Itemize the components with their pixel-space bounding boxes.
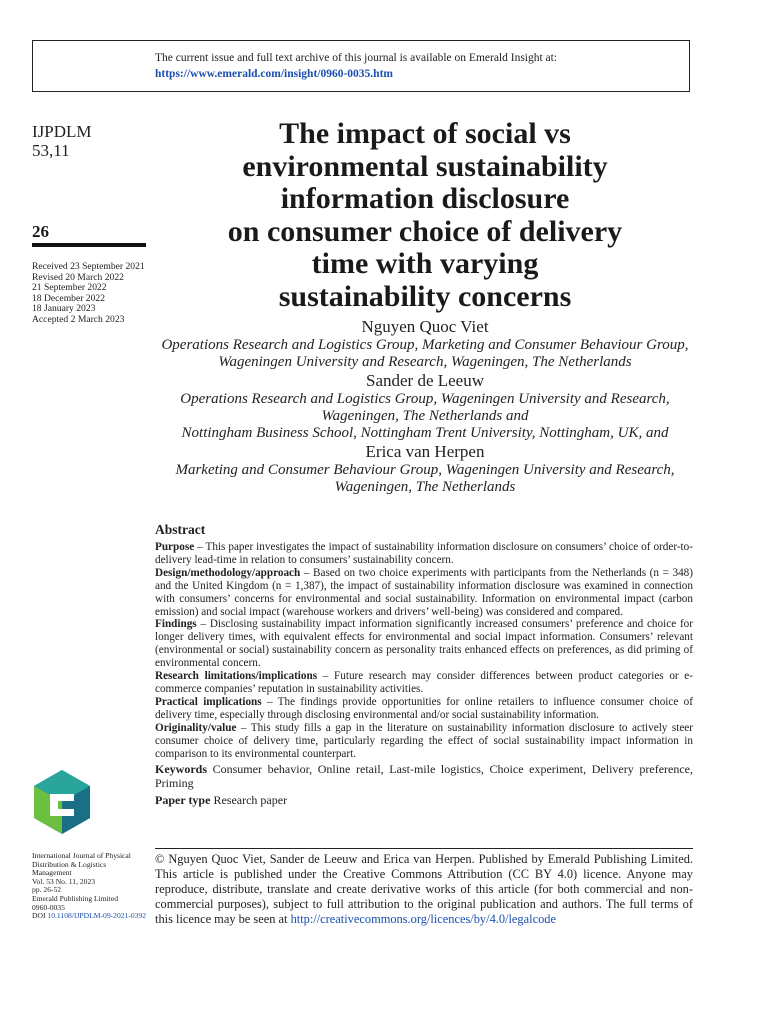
section-label: Practical implications — [155, 695, 262, 708]
history-line: Revised 20 March 2022 — [32, 271, 124, 283]
license-divider — [155, 848, 693, 849]
keywords — [155, 762, 693, 790]
section-text: – The findings provide opportunities for online retailers to influence consumer choice of delivery time, especially through disclosing environmental and/or social sustainability information. — [155, 695, 693, 721]
section-label: Originality/value — [155, 721, 237, 734]
journal-info — [32, 122, 92, 160]
author-affiliation: Wageningen, The Netherlands and — [321, 408, 529, 424]
abstract — [155, 522, 693, 807]
emerald-logo-icon — [32, 768, 92, 836]
section-text: – Based on two choice experiments with participants from the Netherlands (n = 348) and the United Kingdom (n = 1,387), the impact of sustainability information disclosure was examined in connection with consumers’ concerns for environmental and social sustainability. Information on environmental impact (carbon emission) and social impact (warehouse workers and drivers’ well-being) was considered and compared. — [155, 566, 693, 618]
history-line: Accepted 2 March 2023 — [32, 313, 125, 325]
author-affiliation: Nottingham Business School, Nottingham Trent University, Nottingham, UK, and — [181, 425, 669, 441]
section-text: – This paper investigates the impact of sustainability information disclosure on consumers’ choice of order-to-delivery lead-time in relation to consumers’ sustainability concern. — [155, 541, 693, 566]
paper-type — [155, 793, 693, 807]
author-name: Erica van Herpen — [365, 442, 485, 461]
title-line: time with varying — [311, 247, 539, 280]
doi-label: DOI — [32, 911, 48, 921]
section-text: – Disclosing sustainability impact information significantly increased consumers’ preference and choice for longer delivery times, with equivalent effects for environmental and social impact information. Consumers’ relevant (environmental or social) sustainability concern as personality traits enhanced effects on preferences, as did priming of environmental concern. — [155, 618, 693, 670]
section-label: Findings — [155, 618, 197, 631]
article-title — [155, 118, 695, 313]
section-text: – Future research may consider differences between product categories or e-commerce companies’ reputation in sustainability activities. — [155, 670, 693, 695]
abstract-section — [155, 541, 693, 567]
history-line: 18 January 2023 — [32, 303, 96, 315]
page-number: 26 — [32, 222, 49, 241]
title-line: environmental sustainability — [242, 149, 608, 183]
abstract-section — [155, 567, 693, 619]
author-affiliation: Operations Research and Logistics Group, Marketing and Consumer Behaviour Group, — [161, 337, 689, 353]
pub-detail-line: Distribution & Logistics — [32, 859, 107, 869]
title-line: The impact of social vs — [279, 117, 571, 150]
journal-abbrev: IJPDLM — [32, 122, 92, 141]
abstract-section — [155, 696, 693, 722]
keywords-text: Consumer behavior, Online retail, Last-mile logistics, Choice experiment, Delivery preference, Priming — [155, 762, 693, 791]
author-name: Sander de Leeuw — [365, 371, 484, 390]
keywords-label: Keywords — [155, 762, 207, 777]
license-url-link[interactable]: http://creativecommons.org/licences/by/4.0/legalcode — [290, 912, 556, 926]
license-notice — [155, 852, 693, 927]
pub-detail-line: Vol. 53 No. 11, 2023 — [32, 876, 96, 886]
license-text: © Nguyen Quoc Viet, Sander de Leeuw and Erica van Herpen. Published by Emerald Publishing Limited. This article is published under the Creative Commons Attribution (CC BY 4.0) licence. Anyone may reproduce, distribute, translate and create derivative works of this article (for both commercial and non-commercial purposes), subject to full attribution to the original publication and authors. The full terms of this licence may be seen at — [155, 852, 693, 926]
title-line: sustainability concerns — [278, 279, 572, 313]
pub-detail-line: pp. 26-52 — [32, 885, 62, 895]
publication-details — [32, 852, 150, 921]
history-line: 18 December 2022 — [32, 292, 105, 304]
doi-link[interactable]: 10.1108/IJPDLM-09-2021-0392 — [47, 911, 147, 921]
section-label: Research limitations/implications — [155, 670, 318, 683]
author-affiliation: Operations Research and Logistics Group, Wageningen University and Research, — [180, 391, 670, 407]
pub-detail-line: 0960-0035 — [32, 902, 65, 912]
author-block — [155, 317, 695, 496]
section-label: Design/methodology/approach — [155, 566, 301, 579]
archive-notice: The current issue and full text archive of this journal is available on Emerald Insight at: — [155, 52, 558, 64]
doi-line — [32, 912, 150, 921]
journal-volume-issue: 53,11 — [32, 141, 70, 160]
history-line: 21 September 2022 — [32, 282, 107, 294]
author-affiliation: Wageningen, The Netherlands — [334, 479, 516, 495]
paper-type-label: Paper type — [155, 793, 211, 808]
section-text: – This study fills a gap in the literature on sustainability information disclosure to actively steer consumer choice of delivery time, particularly regarding the effect of social sustainability impact information in comparison to its environmental counterpart. — [155, 721, 693, 760]
pub-detail-line: International Journal of Physical — [32, 851, 131, 860]
journal-notice-box — [32, 40, 690, 92]
abstract-heading: Abstract — [155, 522, 206, 537]
section-label: Purpose — [155, 541, 195, 553]
author-affiliation: Marketing and Consumer Behaviour Group, Wageningen University and Research, — [175, 462, 675, 478]
author-affiliation: Wageningen University and Research, Wageningen, The Netherlands — [218, 354, 632, 370]
title-line: information disclosure — [280, 182, 570, 215]
author-name: Nguyen Quoc Viet — [361, 317, 489, 336]
abstract-section — [155, 722, 693, 761]
paper-type-text: Research paper — [210, 793, 288, 808]
journal-url-link[interactable]: https://www.emerald.com/insight/0960-0035.htm — [155, 68, 393, 80]
history-line: Received 23 September 2021 — [32, 261, 145, 272]
page-number-rule — [32, 243, 146, 247]
article-history — [32, 262, 145, 326]
pub-detail-line: Management — [32, 868, 72, 878]
abstract-section — [155, 670, 693, 696]
pub-detail-line: Emerald Publishing Limited — [32, 893, 119, 903]
title-line: on consumer choice of delivery — [227, 214, 623, 248]
abstract-section — [155, 618, 693, 670]
